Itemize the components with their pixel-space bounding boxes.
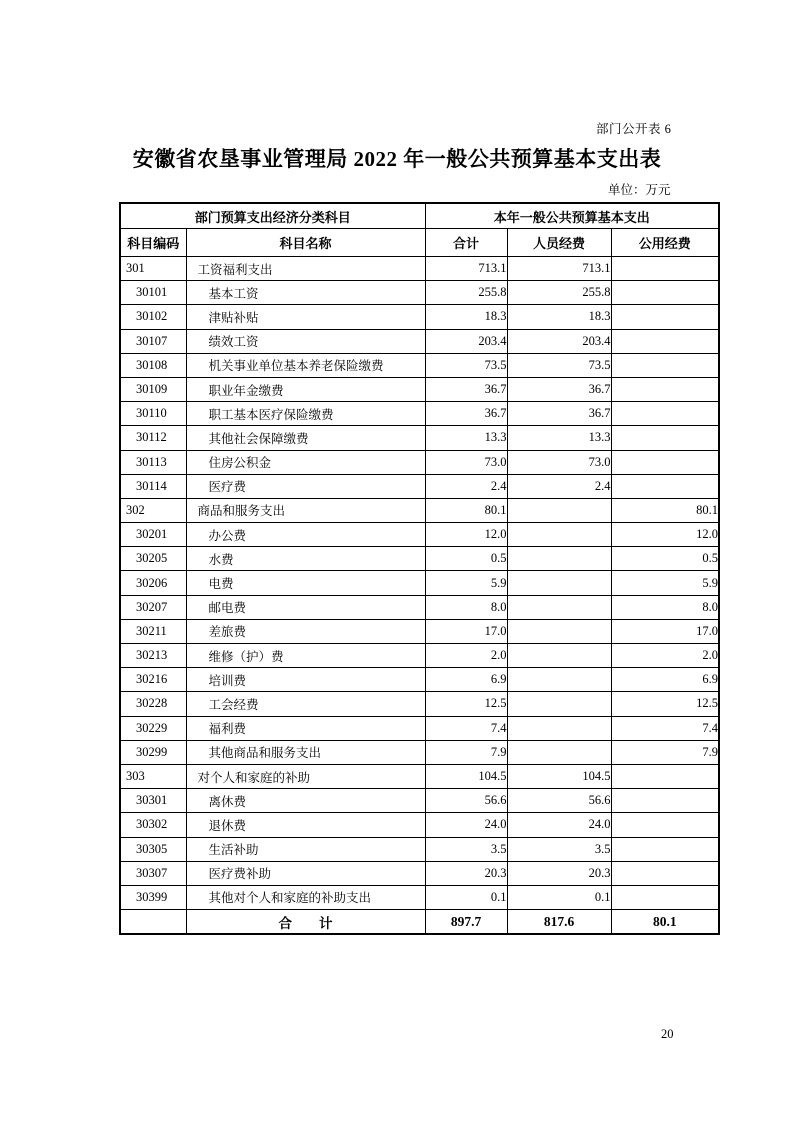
public-value-cell	[611, 789, 719, 813]
personnel-value-cell: 36.7	[507, 377, 611, 401]
public-value-cell	[611, 257, 719, 281]
table-row	[120, 764, 719, 788]
total-value-cell: 104.5	[425, 764, 507, 788]
table-row	[120, 498, 719, 522]
subject-name-cell: 维修（护）费	[186, 644, 425, 668]
public-value-cell	[611, 305, 719, 329]
total-row-personnel-value: 817.6	[507, 910, 611, 935]
personnel-value-cell	[507, 644, 611, 668]
table-row	[120, 281, 719, 305]
total-value-cell: 56.6	[425, 789, 507, 813]
subject-name-cell: 电费	[186, 571, 425, 595]
public-value-cell	[611, 402, 719, 426]
page-title: 安徽省农垦事业管理局 2022 年一般公共预算基本支出表	[132, 147, 662, 171]
table-row	[120, 861, 719, 885]
subject-name-cell: 办公费	[186, 523, 425, 547]
table-row	[120, 716, 719, 740]
total-value-cell: 7.9	[425, 740, 507, 764]
subject-code-cell: 30307	[120, 861, 186, 885]
personnel-value-cell	[507, 547, 611, 571]
total-value-cell: 0.1	[425, 885, 507, 909]
personnel-value-cell: 18.3	[507, 305, 611, 329]
table-row	[120, 353, 719, 377]
table-column-header-row	[120, 229, 719, 257]
table-row	[120, 813, 719, 837]
subject-name-cell: 其他社会保障缴费	[186, 426, 425, 450]
public-value-cell	[611, 813, 719, 837]
total-value-cell: 18.3	[425, 305, 507, 329]
personnel-value-cell: 0.1	[507, 885, 611, 909]
public-value-cell: 0.5	[611, 547, 719, 571]
subject-code-cell: 303	[120, 764, 186, 788]
personnel-value-cell	[507, 619, 611, 643]
personnel-value-cell: 2.4	[507, 474, 611, 498]
column-header-personnel-funds: 人员经费	[507, 229, 611, 257]
total-value-cell: 13.3	[425, 426, 507, 450]
public-value-cell	[611, 450, 719, 474]
personnel-value-cell: 13.3	[507, 426, 611, 450]
subject-name-cell: 基本工资	[186, 281, 425, 305]
public-value-cell	[611, 764, 719, 788]
personnel-value-cell	[507, 571, 611, 595]
subject-code-cell: 30102	[120, 305, 186, 329]
public-value-cell	[611, 474, 719, 498]
subject-name-cell: 绩效工资	[186, 329, 425, 353]
total-value-cell: 36.7	[425, 402, 507, 426]
group-header-basic-expenditure: 本年一般公共预算基本支出	[425, 203, 719, 229]
table-total-row	[120, 910, 719, 935]
personnel-value-cell	[507, 692, 611, 716]
table-row	[120, 474, 719, 498]
total-value-cell: 713.1	[425, 257, 507, 281]
subject-code-cell: 30207	[120, 595, 186, 619]
total-value-cell: 73.0	[425, 450, 507, 474]
public-value-cell: 7.9	[611, 740, 719, 764]
subject-code-cell: 30302	[120, 813, 186, 837]
personnel-value-cell: 24.0	[507, 813, 611, 837]
corner-table-label: 部门公开表 6	[596, 122, 672, 136]
table-group-header-row	[120, 203, 719, 229]
subject-name-cell: 生活补助	[186, 837, 425, 861]
subject-name-cell: 其他商品和服务支出	[186, 740, 425, 764]
total-value-cell: 7.4	[425, 716, 507, 740]
subject-name-cell: 退休费	[186, 813, 425, 837]
subject-name-cell: 机关事业单位基本养老保险缴费	[186, 353, 425, 377]
total-value-cell: 5.9	[425, 571, 507, 595]
subject-code-cell: 30107	[120, 329, 186, 353]
total-row-public-value: 80.1	[611, 910, 719, 935]
column-header-subject-code: 科目编码	[120, 229, 186, 257]
subject-code-cell: 30399	[120, 885, 186, 909]
public-value-cell: 5.9	[611, 571, 719, 595]
total-row-total-value: 897.7	[425, 910, 507, 935]
subject-name-cell: 职工基本医疗保险缴费	[186, 402, 425, 426]
personnel-value-cell: 20.3	[507, 861, 611, 885]
personnel-value-cell: 104.5	[507, 764, 611, 788]
subject-name-cell: 商品和服务支出	[186, 498, 425, 522]
total-value-cell: 12.5	[425, 692, 507, 716]
public-value-cell: 8.0	[611, 595, 719, 619]
total-value-cell: 3.5	[425, 837, 507, 861]
table-row	[120, 692, 719, 716]
public-value-cell: 7.4	[611, 716, 719, 740]
personnel-value-cell	[507, 668, 611, 692]
subject-name-cell: 福利费	[186, 716, 425, 740]
subject-name-cell: 工会经费	[186, 692, 425, 716]
subject-code-cell: 30109	[120, 377, 186, 401]
table-row	[120, 305, 719, 329]
subject-name-cell: 培训费	[186, 668, 425, 692]
total-value-cell: 20.3	[425, 861, 507, 885]
personnel-value-cell: 73.0	[507, 450, 611, 474]
table-row	[120, 740, 719, 764]
table-row	[120, 329, 719, 353]
table-row	[120, 644, 719, 668]
table-row	[120, 426, 719, 450]
personnel-value-cell	[507, 716, 611, 740]
total-value-cell: 2.4	[425, 474, 507, 498]
personnel-value-cell: 255.8	[507, 281, 611, 305]
personnel-value-cell	[507, 595, 611, 619]
public-value-cell: 2.0	[611, 644, 719, 668]
subject-name-cell: 差旅费	[186, 619, 425, 643]
total-value-cell: 80.1	[425, 498, 507, 522]
subject-code-cell: 30228	[120, 692, 186, 716]
personnel-value-cell: 73.5	[507, 353, 611, 377]
page-number: 20	[661, 1027, 674, 1041]
subject-code-cell: 30201	[120, 523, 186, 547]
total-value-cell: 8.0	[425, 595, 507, 619]
subject-code-cell: 30299	[120, 740, 186, 764]
public-value-cell	[611, 861, 719, 885]
table-row	[120, 837, 719, 861]
subject-name-cell: 职业年金缴费	[186, 377, 425, 401]
subject-code-cell: 301	[120, 257, 186, 281]
subject-code-cell: 30114	[120, 474, 186, 498]
table-row	[120, 377, 719, 401]
personnel-value-cell	[507, 498, 611, 522]
subject-code-cell: 30229	[120, 716, 186, 740]
total-value-cell: 203.4	[425, 329, 507, 353]
unit-label: 单位：万元	[608, 183, 671, 197]
subject-code-cell: 302	[120, 498, 186, 522]
subject-code-cell: 30301	[120, 789, 186, 813]
total-value-cell: 17.0	[425, 619, 507, 643]
subject-code-cell: 30206	[120, 571, 186, 595]
public-value-cell	[611, 885, 719, 909]
subject-code-cell: 30110	[120, 402, 186, 426]
subject-name-cell: 邮电费	[186, 595, 425, 619]
total-row-label: 合 计	[186, 910, 425, 935]
table-row	[120, 547, 719, 571]
subject-name-cell: 其他对个人和家庭的补助支出	[186, 885, 425, 909]
subject-code-cell: 30211	[120, 619, 186, 643]
group-header-classification: 部门预算支出经济分类科目	[120, 203, 425, 229]
subject-code-cell: 30112	[120, 426, 186, 450]
total-row-empty-code	[120, 910, 186, 935]
subject-name-cell: 医疗费补助	[186, 861, 425, 885]
personnel-value-cell: 3.5	[507, 837, 611, 861]
public-value-cell	[611, 353, 719, 377]
personnel-value-cell: 36.7	[507, 402, 611, 426]
subject-name-cell: 工资福利支出	[186, 257, 425, 281]
subject-name-cell: 离休费	[186, 789, 425, 813]
table-row	[120, 668, 719, 692]
subject-code-cell: 30113	[120, 450, 186, 474]
subject-name-cell: 住房公积金	[186, 450, 425, 474]
total-value-cell: 255.8	[425, 281, 507, 305]
public-value-cell: 12.5	[611, 692, 719, 716]
public-value-cell: 80.1	[611, 498, 719, 522]
total-value-cell: 73.5	[425, 353, 507, 377]
public-value-cell	[611, 837, 719, 861]
personnel-value-cell: 203.4	[507, 329, 611, 353]
table-row	[120, 885, 719, 909]
subject-code-cell: 30305	[120, 837, 186, 861]
subject-code-cell: 30216	[120, 668, 186, 692]
total-value-cell: 2.0	[425, 644, 507, 668]
public-value-cell: 6.9	[611, 668, 719, 692]
table-row	[120, 595, 719, 619]
public-value-cell: 17.0	[611, 619, 719, 643]
subject-name-cell: 水费	[186, 547, 425, 571]
total-value-cell: 12.0	[425, 523, 507, 547]
personnel-value-cell	[507, 523, 611, 547]
budget-table	[119, 202, 720, 935]
public-value-cell	[611, 426, 719, 450]
table-row	[120, 523, 719, 547]
column-header-total: 合计	[425, 229, 507, 257]
public-value-cell	[611, 329, 719, 353]
table-row	[120, 257, 719, 281]
subject-code-cell: 30101	[120, 281, 186, 305]
personnel-value-cell	[507, 740, 611, 764]
subject-name-cell: 津贴补贴	[186, 305, 425, 329]
table-body	[120, 257, 719, 910]
personnel-value-cell: 56.6	[507, 789, 611, 813]
table-row	[120, 789, 719, 813]
personnel-value-cell: 713.1	[507, 257, 611, 281]
total-value-cell: 36.7	[425, 377, 507, 401]
public-value-cell	[611, 281, 719, 305]
total-value-cell: 0.5	[425, 547, 507, 571]
public-value-cell: 12.0	[611, 523, 719, 547]
public-value-cell	[611, 377, 719, 401]
column-header-subject-name: 科目名称	[186, 229, 425, 257]
subject-code-cell: 30205	[120, 547, 186, 571]
column-header-public-funds: 公用经费	[611, 229, 719, 257]
total-value-cell: 6.9	[425, 668, 507, 692]
subject-name-cell: 对个人和家庭的补助	[186, 764, 425, 788]
subject-code-cell: 30108	[120, 353, 186, 377]
table-row	[120, 450, 719, 474]
total-value-cell: 24.0	[425, 813, 507, 837]
table-row	[120, 402, 719, 426]
table-row	[120, 619, 719, 643]
subject-name-cell: 医疗费	[186, 474, 425, 498]
table-row	[120, 571, 719, 595]
subject-code-cell: 30213	[120, 644, 186, 668]
